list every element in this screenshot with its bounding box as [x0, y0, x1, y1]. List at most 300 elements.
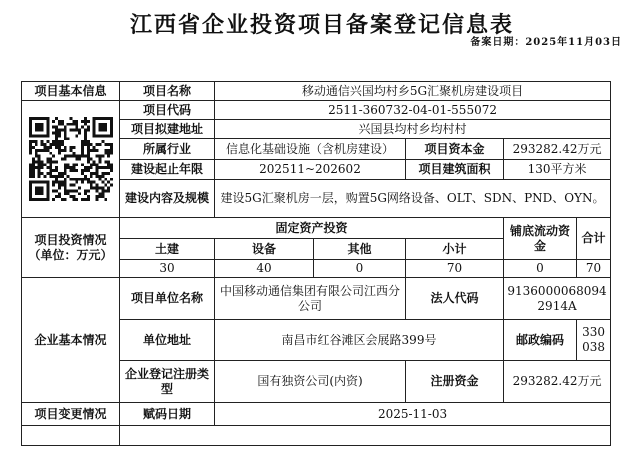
qr-module: [37, 123, 40, 126]
qr-module: [75, 163, 78, 166]
qr-module: [63, 131, 66, 134]
qr-module: [78, 192, 81, 195]
qr-module: [101, 195, 104, 198]
qr-module: [60, 181, 63, 184]
qr-module: [104, 152, 107, 155]
value-postal-code: 330038: [577, 320, 611, 361]
qr-module: [86, 149, 89, 152]
page-title: 江西省企业投资项目备案登记信息表: [129, 12, 514, 38]
qr-module: [46, 172, 49, 175]
qr-module: [46, 187, 49, 190]
qr-module: [46, 158, 49, 161]
qr-module: [49, 158, 52, 161]
qr-module: [104, 160, 107, 163]
qr-module: [86, 152, 89, 155]
qr-module: [37, 160, 40, 163]
qr-module: [95, 189, 98, 192]
qr-module: [101, 129, 104, 132]
qr-module: [69, 178, 72, 181]
qr-module: [40, 117, 43, 120]
qr-module: [49, 143, 52, 146]
qr-module: [104, 126, 107, 129]
registration-table: [21, 81, 611, 446]
qr-module: [66, 175, 69, 178]
qr-module: [37, 198, 40, 201]
qr-module: [31, 198, 34, 201]
qr-module: [86, 155, 89, 158]
qr-module: [72, 178, 75, 181]
qr-module: [92, 163, 95, 166]
qr-module: [95, 134, 98, 137]
qr-module: [81, 178, 84, 181]
qr-module: [49, 163, 52, 166]
qr-module: [46, 166, 49, 169]
qr-module: [40, 198, 43, 201]
qr-module: [55, 146, 58, 149]
qr-module: [57, 172, 60, 175]
qr-module: [75, 158, 78, 161]
qr-module: [98, 134, 101, 137]
label-unit-name: 项目单位名称: [120, 278, 215, 320]
qr-module: [110, 117, 113, 120]
qr-module: [78, 158, 81, 161]
qr-module: [86, 169, 89, 172]
qr-module: [31, 169, 34, 172]
qr-module: [69, 123, 72, 126]
label-unit-address: 单位地址: [120, 320, 215, 361]
qr-module: [110, 126, 113, 129]
qr-module: [49, 169, 52, 172]
qr-module: [101, 126, 104, 129]
qr-module: [95, 195, 98, 198]
qr-module: [72, 184, 75, 187]
qr-module: [46, 198, 49, 201]
qr-module: [107, 166, 110, 169]
qr-module: [37, 126, 40, 129]
qr-module: [75, 120, 78, 123]
qr-module: [81, 143, 84, 146]
qr-module: [86, 126, 89, 129]
qr-module: [55, 178, 58, 181]
qr-code-icon: [29, 117, 113, 201]
qr-module: [78, 187, 81, 190]
qr-module: [104, 117, 107, 120]
qr-module: [84, 143, 87, 146]
qr-module: [107, 189, 110, 192]
qr-module: [34, 123, 37, 126]
qr-module: [31, 117, 34, 120]
qr-module: [43, 146, 46, 149]
qr-module: [98, 158, 101, 161]
qr-module: [55, 134, 58, 137]
qr-module: [72, 129, 75, 132]
qr-module: [104, 129, 107, 132]
qr-module: [43, 163, 46, 166]
qr-module: [110, 163, 113, 166]
qr-module: [49, 146, 52, 149]
qr-module: [84, 120, 87, 123]
label-code-date: 赋码日期: [120, 403, 215, 426]
qr-module: [84, 140, 87, 143]
value-unit-name: 中国移动通信集团有限公司江西分公司: [215, 278, 406, 320]
qr-module: [40, 126, 43, 129]
qr-module: [81, 163, 84, 166]
qr-module: [107, 155, 110, 158]
qr-module: [84, 175, 87, 178]
filing-date-value: 2025年11月03日: [525, 37, 622, 48]
qr-module: [95, 198, 98, 201]
qr-module: [107, 152, 110, 155]
qr-module: [75, 129, 78, 132]
qr-module: [72, 120, 75, 123]
qr-module: [63, 134, 66, 137]
qr-module: [86, 178, 89, 181]
qr-module: [29, 192, 32, 195]
qr-module: [31, 160, 34, 163]
qr-module: [107, 172, 110, 175]
label-registration-type: 企业登记注册类型: [120, 361, 215, 403]
qr-module: [75, 126, 78, 129]
qr-module: [37, 158, 40, 161]
qr-module: [110, 166, 113, 169]
qr-module: [29, 189, 32, 192]
qr-module: [110, 184, 113, 187]
qr-module: [63, 137, 66, 140]
qr-module: [110, 178, 113, 181]
qr-module: [110, 134, 113, 137]
qr-module: [29, 123, 32, 126]
qr-module: [98, 192, 101, 195]
qr-module: [29, 198, 32, 201]
qr-module: [29, 134, 32, 137]
qr-module: [40, 160, 43, 163]
qr-module: [69, 169, 72, 172]
qr-module: [104, 134, 107, 137]
qr-module: [98, 175, 101, 178]
qr-module: [52, 160, 55, 163]
qr-module: [89, 184, 92, 187]
qr-module: [66, 166, 69, 169]
value-registration-type: 国有独资公司(内资): [215, 361, 406, 403]
qr-module: [46, 134, 49, 137]
qr-module: [37, 175, 40, 178]
label-legal-code: 法人代码: [406, 278, 504, 320]
qr-module: [110, 120, 113, 123]
qr-module: [98, 117, 101, 120]
qr-code-cell: [22, 101, 120, 218]
qr-module: [34, 152, 37, 155]
qr-module: [84, 137, 87, 140]
qr-module: [46, 195, 49, 198]
qr-module: [40, 187, 43, 190]
value-project-name: 移动通信兴国均村乡5G汇聚机房建设项目: [215, 82, 611, 101]
qr-module: [98, 160, 101, 163]
qr-module: [92, 123, 95, 126]
qr-module: [46, 126, 49, 129]
qr-module: [52, 155, 55, 158]
qr-module: [55, 129, 58, 132]
qr-module: [29, 117, 32, 120]
qr-module: [89, 143, 92, 146]
qr-module: [69, 149, 72, 152]
qr-module: [89, 175, 92, 178]
qr-module: [81, 155, 84, 158]
qr-module: [81, 198, 84, 201]
qr-module: [69, 129, 72, 132]
qr-module: [52, 181, 55, 184]
qr-module: [52, 126, 55, 129]
qr-module: [95, 184, 98, 187]
qr-module: [43, 149, 46, 152]
qr-module: [104, 166, 107, 169]
blank-row: [120, 426, 611, 446]
value-construction-scope: 建设5G汇聚机房一层，购置5G网络设备、OLT、SDN、PND、OYN。: [215, 180, 611, 218]
qr-module: [98, 195, 101, 198]
qr-module: [29, 131, 32, 134]
qr-module: [29, 172, 32, 175]
blank-cell: [22, 426, 120, 446]
qr-module: [46, 123, 49, 126]
value-construction-period: 202511~202602: [215, 160, 406, 180]
qr-module: [92, 160, 95, 163]
qr-module: [86, 143, 89, 146]
value-civil: 30: [120, 260, 215, 278]
qr-module: [55, 131, 58, 134]
qr-module: [66, 155, 69, 158]
qr-module: [29, 175, 32, 178]
qr-module: [101, 172, 104, 175]
section-change: 项目变更情况: [22, 403, 120, 426]
qr-module: [92, 126, 95, 129]
qr-module: [29, 152, 32, 155]
column-equipment: 设备: [215, 239, 314, 260]
qr-module: [75, 155, 78, 158]
qr-module: [101, 123, 104, 126]
qr-module: [31, 181, 34, 184]
qr-module: [37, 149, 40, 152]
qr-module: [110, 143, 113, 146]
qr-module: [43, 175, 46, 178]
qr-module: [57, 143, 60, 146]
qr-module: [46, 192, 49, 195]
qr-module: [63, 189, 66, 192]
qr-module: [31, 163, 34, 166]
qr-module: [81, 152, 84, 155]
qr-module: [46, 146, 49, 149]
qr-module: [29, 143, 32, 146]
qr-module: [101, 166, 104, 169]
qr-module: [60, 158, 63, 161]
qr-module: [55, 160, 58, 163]
qr-module: [31, 158, 34, 161]
qr-module: [95, 149, 98, 152]
qr-module: [84, 117, 87, 120]
value-other: 0: [314, 260, 406, 278]
label-construction-scope: 建设内容及规模: [120, 180, 215, 218]
qr-module: [29, 187, 32, 190]
qr-module: [63, 155, 66, 158]
qr-module: [29, 184, 32, 187]
qr-module: [75, 123, 78, 126]
qr-module: [29, 169, 32, 172]
qr-module: [37, 163, 40, 166]
qr-module: [52, 131, 55, 134]
qr-module: [84, 178, 87, 181]
qr-module: [92, 120, 95, 123]
qr-module: [75, 178, 78, 181]
qr-module: [86, 198, 89, 201]
qr-module: [81, 146, 84, 149]
qr-module: [81, 126, 84, 129]
qr-module: [101, 117, 104, 120]
qr-module: [104, 178, 107, 181]
qr-module: [86, 160, 89, 163]
qr-module: [31, 172, 34, 175]
qr-module: [98, 126, 101, 129]
qr-module: [34, 192, 37, 195]
qr-module: [66, 189, 69, 192]
qr-module: [60, 120, 63, 123]
qr-module: [98, 129, 101, 132]
qr-module: [60, 172, 63, 175]
qr-module: [95, 117, 98, 120]
qr-module: [60, 123, 63, 126]
qr-module: [95, 143, 98, 146]
qr-module: [72, 169, 75, 172]
qr-module: [101, 175, 104, 178]
qr-module: [37, 172, 40, 175]
qr-module: [31, 146, 34, 149]
qr-module: [81, 169, 84, 172]
qr-module: [46, 140, 49, 143]
qr-module: [101, 189, 104, 192]
qr-module: [98, 155, 101, 158]
value-unit-address: 南昌市红谷滩区会展路399号: [215, 320, 504, 361]
qr-module: [86, 129, 89, 132]
qr-module: [92, 149, 95, 152]
qr-module: [34, 181, 37, 184]
qr-module: [60, 143, 63, 146]
qr-module: [72, 155, 75, 158]
qr-module: [55, 195, 58, 198]
qr-module: [63, 149, 66, 152]
qr-module: [55, 137, 58, 140]
qr-module: [104, 198, 107, 201]
qr-module: [89, 166, 92, 169]
qr-module: [110, 146, 113, 149]
filing-date: [470, 33, 622, 48]
qr-module: [40, 140, 43, 143]
qr-module: [78, 131, 81, 134]
qr-module: [69, 184, 72, 187]
qr-module: [52, 175, 55, 178]
qr-module: [63, 172, 66, 175]
qr-module: [92, 146, 95, 149]
label-working-capital: 铺底流动资金: [504, 218, 577, 260]
qr-module: [72, 198, 75, 201]
qr-module: [55, 140, 58, 143]
section-enterprise: 企业基本情况: [22, 278, 120, 403]
qr-module: [69, 195, 72, 198]
qr-module: [31, 140, 34, 143]
qr-module: [92, 181, 95, 184]
qr-module: [57, 152, 60, 155]
qr-module: [84, 123, 87, 126]
qr-module: [34, 129, 37, 132]
qr-module: [84, 189, 87, 192]
qr-module: [92, 172, 95, 175]
qr-module: [34, 126, 37, 129]
qr-module: [57, 181, 60, 184]
qr-module: [72, 146, 75, 149]
qr-module: [57, 175, 60, 178]
qr-module: [34, 143, 37, 146]
qr-module: [52, 143, 55, 146]
qr-module: [46, 184, 49, 187]
qr-module: [110, 152, 113, 155]
qr-module: [84, 129, 87, 132]
qr-module: [92, 117, 95, 120]
qr-module: [101, 134, 104, 137]
qr-module: [107, 149, 110, 152]
label-project-capital: 项目资本金: [406, 139, 504, 160]
qr-module: [57, 134, 60, 137]
qr-module: [101, 181, 104, 184]
label-project-name: 项目名称: [120, 82, 215, 101]
qr-module: [86, 181, 89, 184]
qr-module: [81, 172, 84, 175]
qr-module: [63, 187, 66, 190]
qr-module: [55, 175, 58, 178]
qr-module: [110, 149, 113, 152]
qr-module: [29, 140, 32, 143]
qr-module: [55, 117, 58, 120]
value-project-capital: 293282.42万元: [504, 139, 611, 160]
qr-module: [84, 198, 87, 201]
qr-module: [63, 181, 66, 184]
qr-module: [40, 123, 43, 126]
qr-module: [63, 184, 66, 187]
qr-module: [57, 131, 60, 134]
qr-module: [86, 140, 89, 143]
value-subtotal: 70: [406, 260, 504, 278]
qr-module: [81, 120, 84, 123]
qr-module: [52, 120, 55, 123]
qr-module: [72, 123, 75, 126]
qr-module: [46, 120, 49, 123]
qr-module: [75, 189, 78, 192]
value-project-code: 2511-360732-04-01-555072: [215, 101, 611, 120]
qr-module: [49, 152, 52, 155]
qr-module: [57, 149, 60, 152]
qr-module: [66, 192, 69, 195]
qr-module: [66, 137, 69, 140]
qr-module: [40, 181, 43, 184]
qr-module: [63, 169, 66, 172]
qr-module: [34, 155, 37, 158]
qr-module: [104, 189, 107, 192]
qr-module: [29, 195, 32, 198]
qr-module: [98, 187, 101, 190]
qr-module: [57, 184, 60, 187]
section-project-basic: 项目基本信息: [22, 82, 120, 101]
qr-module: [95, 166, 98, 169]
qr-module: [104, 143, 107, 146]
qr-module: [95, 155, 98, 158]
qr-module: [66, 163, 69, 166]
qr-module: [55, 181, 58, 184]
qr-module: [75, 169, 78, 172]
